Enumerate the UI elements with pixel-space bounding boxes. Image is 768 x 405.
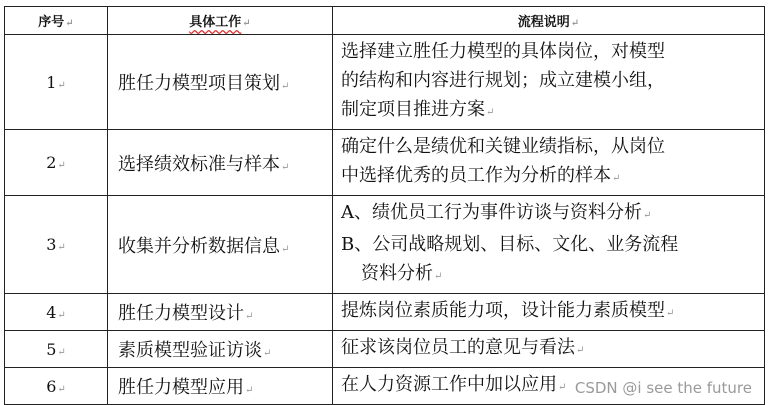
table-row [5, 331, 765, 368]
row-work: 胜任力模型应用↵ [108, 368, 333, 405]
watermark: CSDN @i see the future [574, 379, 752, 397]
row-seq: 5↵ [5, 331, 108, 368]
row-desc: 在人力资源工作中加以应用↵ [333, 368, 765, 405]
row-work: 胜任力模型设计↵ [108, 294, 333, 331]
desc-line: 资料分析↵ [361, 263, 443, 284]
row-work: 素质模型验证访谈↵ [108, 331, 333, 368]
desc-line: 选择建立胜任力模型的具体岗位，对模型 [341, 41, 665, 62]
row-seq: 4↵ [5, 294, 108, 331]
row-seq: 3↵ [5, 196, 108, 294]
desc-line: 中选择优秀的员工作为分析的样本↵ [341, 165, 621, 186]
desc-line: 确定什么是绩优和关键业绩指标，从岗位 [341, 136, 665, 157]
row-seq: 1↵ [5, 35, 108, 130]
row-desc [333, 196, 765, 294]
row-desc [333, 35, 765, 130]
row-work: 胜任力模型项目策划↵ [108, 35, 333, 130]
desc-line: 制定项目推进方案↵ [341, 99, 495, 120]
table-row [5, 35, 765, 130]
table-row [5, 196, 765, 294]
header-row [5, 7, 765, 35]
row-seq: 6↵ [5, 368, 108, 405]
header-work: 具体工作↵ [108, 7, 333, 35]
desc-line: B、公司战略规划、目标、文化、业务流程 [341, 234, 679, 255]
row-desc [333, 130, 765, 196]
row-work: 选择绩效标准与样本↵ [108, 130, 333, 196]
header-desc: 流程说明↵ [333, 7, 765, 35]
row-work: 收集并分析数据信息↵ [108, 196, 333, 294]
table-row [5, 294, 765, 331]
row-seq: 2↵ [5, 130, 108, 196]
header-seq: 序号↵ [5, 7, 108, 35]
row-desc: 征求该岗位员工的意见与看法↵ [333, 331, 765, 368]
row-desc: 提炼岗位素质能力项，设计能力素质模型↵ [333, 294, 765, 331]
desc-line: 的结构和内容进行规划；成立建模小组， [341, 70, 665, 91]
desc-line: A、绩优员工行为事件访谈与资料分析↵ [341, 202, 652, 223]
workflow-table [4, 6, 765, 405]
table-row [5, 130, 765, 196]
